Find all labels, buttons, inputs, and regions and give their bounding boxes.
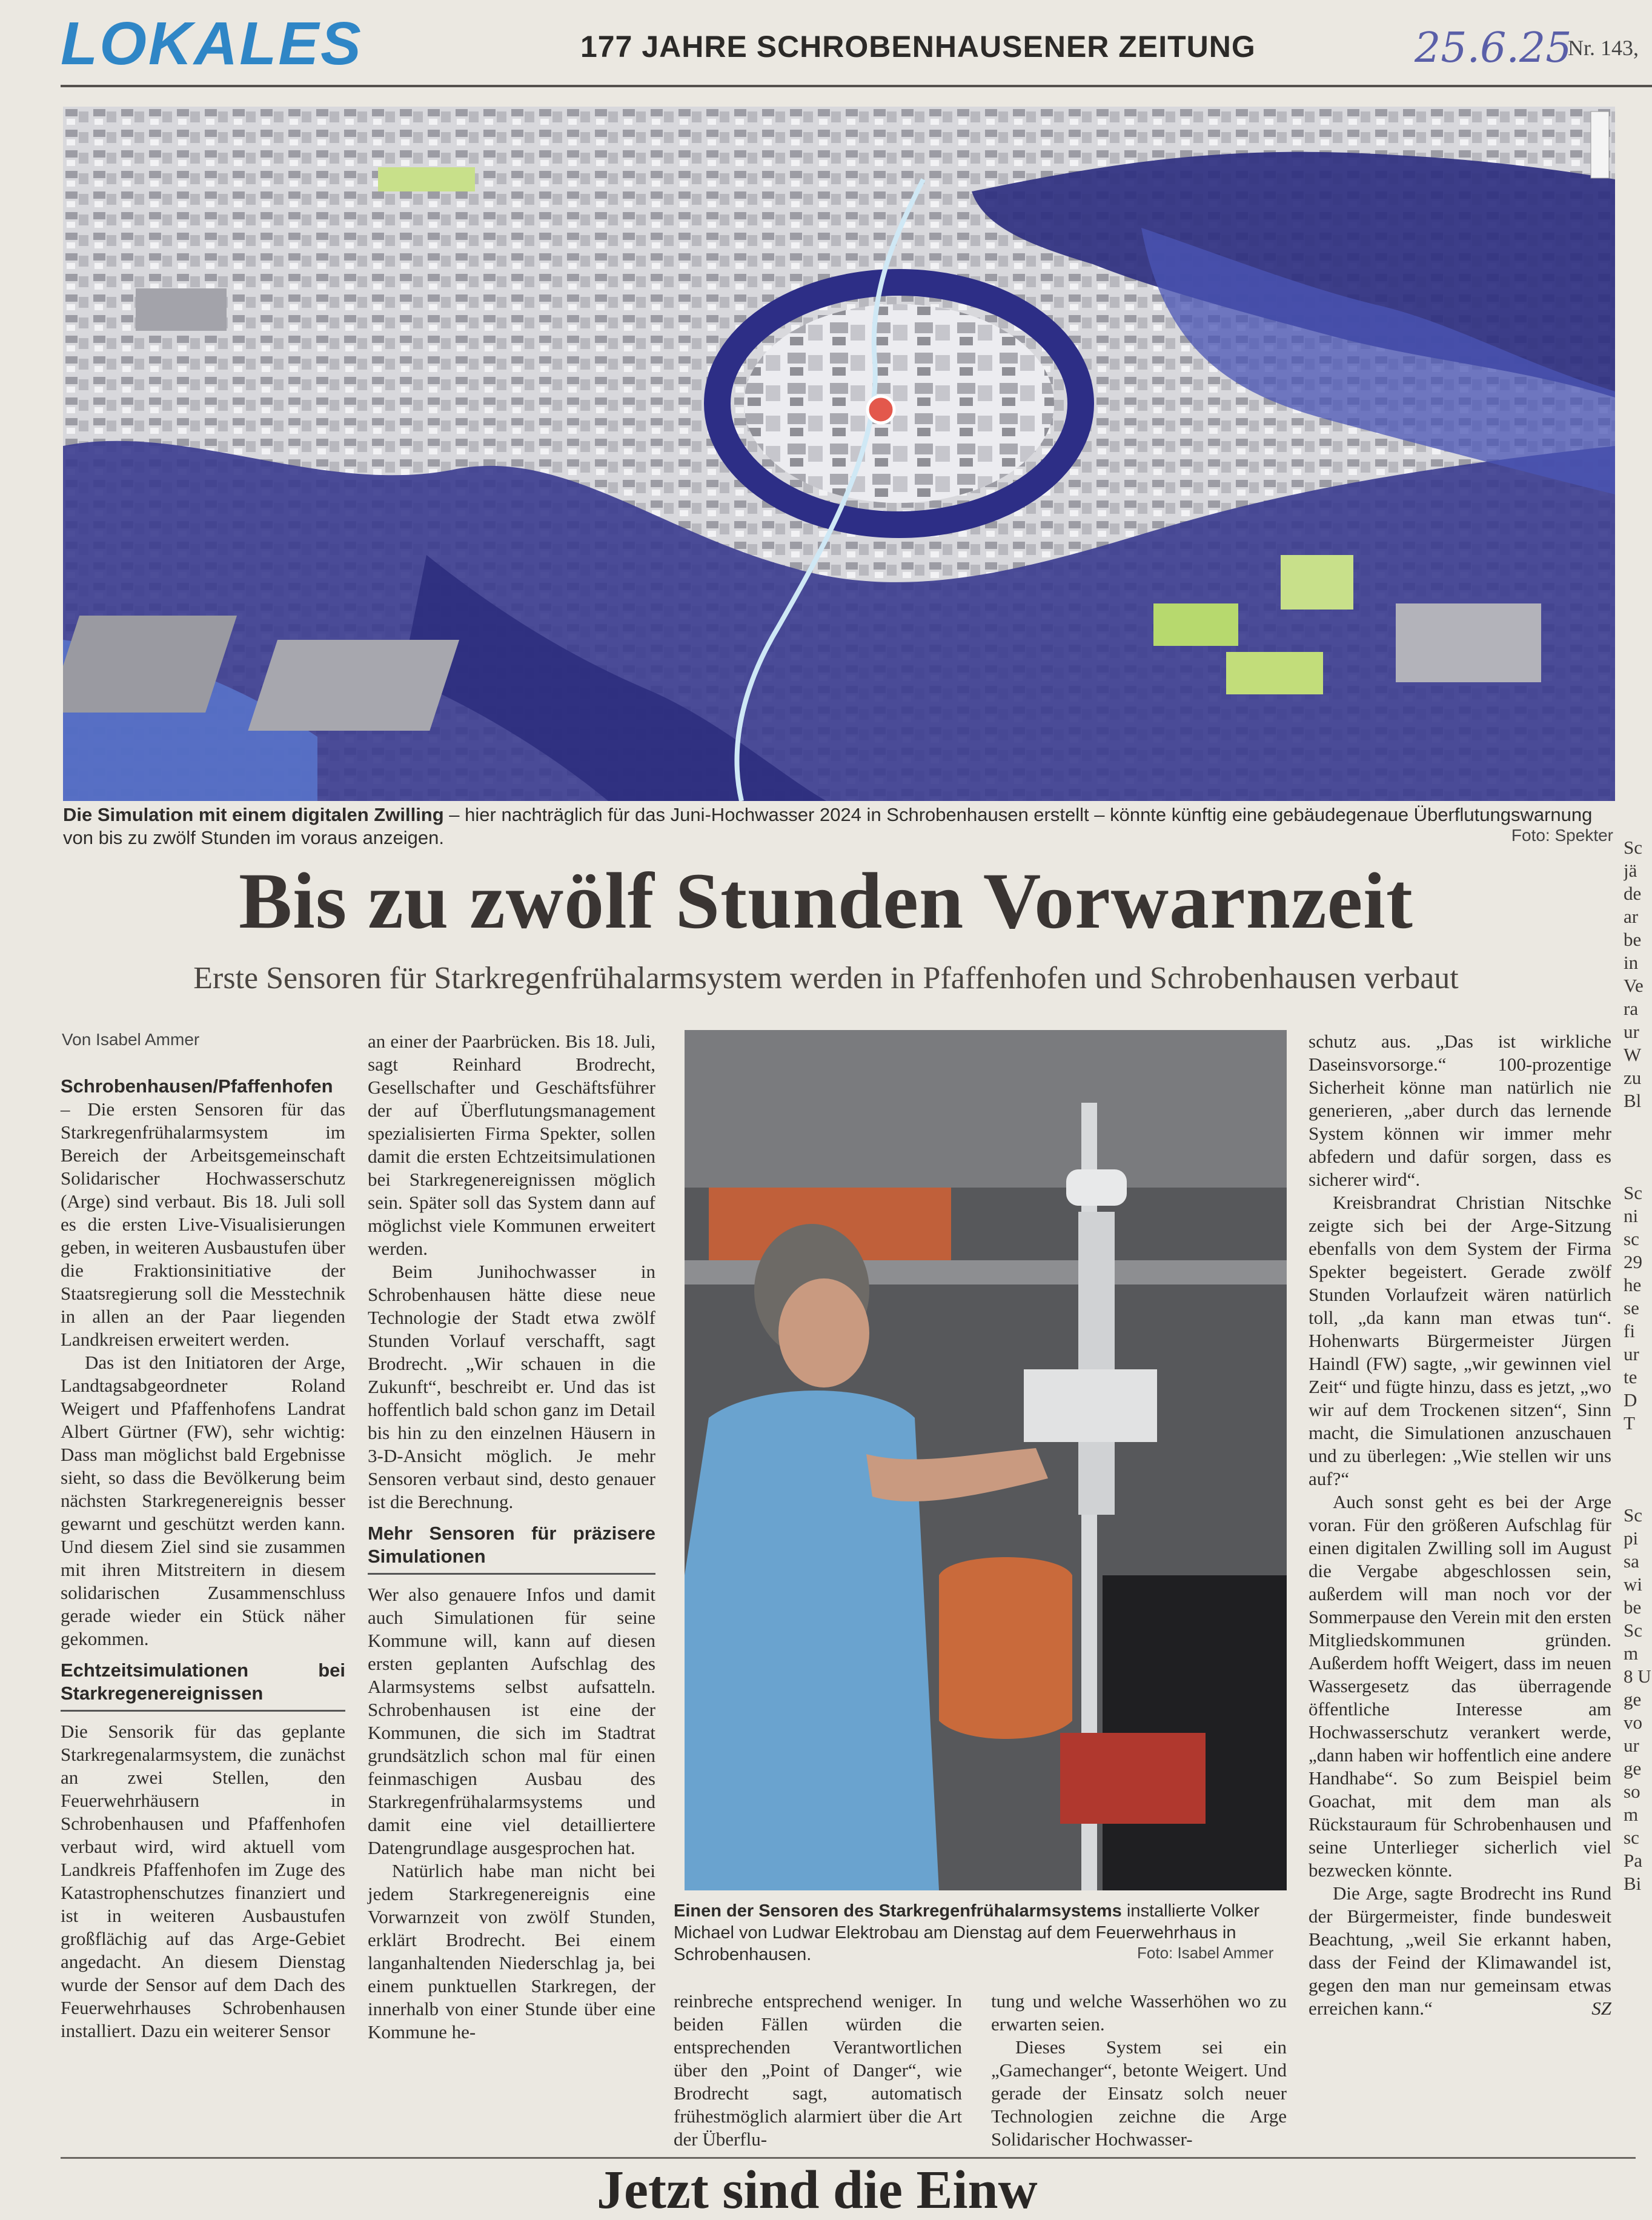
neighbor-fragment: ra [1624, 998, 1639, 1019]
flood-map-illustration [63, 107, 1615, 801]
neighbor-fragment: wi [1624, 1574, 1642, 1595]
neighbor-fragment: so [1624, 1781, 1640, 1802]
neighbor-fragment: Pa [1624, 1850, 1642, 1871]
paragraph: Kreisbrandrat Christian Nitschke zeigte sich bei der Arge-Sitzung ebenfalls von dem System der Firma Spekter begeistert. Gerade zwölf Stunden Vorlaufzeit wären natürlich toll, „da kann man etwas tun“. Hohenwarts Bürgermeister Jürgen Haindl (FW) sagte, „wir gewinnen viel Zeit“ und fügte hinzu, dass es jetzt, „wo wir auf dem Trockenen sitzen“, Sinn macht, die Simulationen anzuschauen und zu überlegen: „Wie stellen wir uns auf?“ [1309, 1192, 1611, 1489]
neighbor-fragment: zu [1624, 1067, 1642, 1088]
neighbor-fragment: 29 [1624, 1251, 1642, 1272]
paragraph: Dieses System sei ein „Gamechanger“, betonte Weigert. Und gerade der Einsatz solch neuer Technologien zeichne die Arge Solidarischer Hochwasser- [991, 2036, 1287, 2150]
neighbor-fragment: sa [1624, 1550, 1639, 1572]
neighbor-fragment: D [1624, 1389, 1637, 1411]
top-photo-caption [63, 803, 1614, 849]
neighbor-fragment: ge [1624, 1758, 1642, 1779]
article-column-3a [674, 1990, 962, 2151]
neighbor-fragment: pi [1624, 1527, 1639, 1549]
article-column-4 [1309, 1030, 1611, 2020]
neighbor-fragment: be [1624, 929, 1642, 950]
paragraph: Das ist den Initiatoren der Arge, Landtagsabgeordneter Roland Weigert und Pfaffenhofens Landrat Albert Gürtner (FW), sehr wichtig: Dass man möglichst bald Ergebnisse sieht, so dass die Bevölkerung beim nächsten Starkregenereignis besser gewarnt und geschützt werden kann. Und diesem Ziel sind sie zusammen mit ihren Mitstreitern in diesem solidarischen Zusammenschluss gerade wieder ein Stück näher gekommen. [61, 1352, 345, 1649]
neighbor-fragment [1624, 1435, 1652, 1458]
article-subheadline: Erste Sensoren für Starkregenfrühalarmsystem werden in Pfaffenhofen und Schrobenhausen verbaut [193, 961, 1459, 995]
next-article-headline: Jetzt sind die Einw [597, 2160, 1038, 2220]
paragraph: an einer der Paarbrücken. Bis 18. Juli, sagt Reinhard Brodrecht, Gesellschafter und Geschäftsführer der auf Überflutungsmanagement spezialisierten Firma Spekter, sollen damit die ersten Echtzeitsimulationen bei Starkregenereignissen möglich sein. Später soll das System dann auf möglichst viele Kommunen erweitert werden. [368, 1031, 655, 1259]
article-headline: Bis zu zwölf Stunden Vorwarnzeit [239, 856, 1413, 945]
paragraph: Beim Junihochwasser in Schrobenhausen hätte diese neue Technologie der Stadt etwa zwölf Stunden Vorlauf verschafft, sagt Brodrecht. „Wir schauen in die Zukunft“, beschreibt er. Und das ist hoffentlich bald schon ganz im Detail bis hin zu den einzelnen Häusern in 3-D-Ansicht möglich. Je mehr Sensoren verbaut sind, desto genauer ist die Berechnung. [368, 1261, 655, 1512]
neighbor-fragment: be [1624, 1597, 1642, 1618]
neighbor-fragment: Ve [1624, 975, 1644, 996]
neighbor-fragment: Sc [1624, 837, 1642, 858]
neighbor-fragment: ur [1624, 1735, 1639, 1756]
sensor-photo-caption-bold: Einen der Sensoren des Starkregenfrühalarmsystems [674, 1901, 1122, 1921]
neighbor-fragment: te [1624, 1366, 1637, 1388]
neighbor-fragment [1624, 1135, 1652, 1158]
neighbor-fragment [1624, 1458, 1652, 1481]
sensor-photo-caption-text: installierte Volker Michael von Ludwar Elektrobau am Dienstag auf dem Feuerwehrhaus in Schrobenhausen. [674, 1901, 1260, 1964]
masthead-rule [61, 85, 1652, 87]
neighbor-fragment: 8 U [1624, 1666, 1651, 1687]
dateline: Schrobenhausen/Pfaffenhofen [61, 1075, 333, 1097]
neighbor-fragment: Sc [1624, 1504, 1642, 1526]
article-column-2 [368, 1030, 655, 2044]
neighbor-fragment: Sc [1624, 1182, 1642, 1203]
newspaper-title: 177 JAHRE SCHROBENHAUSENER ZEITUNG [580, 30, 1256, 64]
neighbor-fragment: W [1624, 1044, 1642, 1065]
bottom-rule [61, 2157, 1636, 2159]
neighbor-fragment: se [1624, 1297, 1639, 1318]
neighbor-fragment: Bl [1624, 1090, 1642, 1111]
neighbor-fragment: vo [1624, 1712, 1642, 1733]
neighbor-fragment [1624, 1112, 1652, 1135]
neighbor-fragment: m [1624, 1643, 1639, 1664]
section-label: LOKALES [61, 10, 363, 78]
paragraph: Wer also genauere Infos und damit auch Simulationen für seine Kommune will, kann auf diesen ersten geplanten Aufschlag des Alarmsystems selbst aufsatteln. Schrobenhausen ist eine der Kommunen, die sich im Stadtrat grundsätzlich schon mal für einen feinmaschigen Ausbau des Starkregenfrühalarmsystems und damit eine viel detailliertere Datengrundlage ausgesprochen hat. [368, 1584, 655, 1858]
neighbor-fragment: fi [1624, 1320, 1635, 1341]
paragraph: tung und welche Wasserhöhen wo zu erwarten seien. [991, 1990, 1287, 2035]
neighbor-fragment [1624, 1481, 1652, 1504]
paragraph: Natürlich habe man nicht bei jedem Starkregenereignis eine Vorwarnzeit von zwölf Stunden, erklärt Brodrecht. Bei einem langanhaltenden Niederschlag ja, bei einem punktuellen Starkregen, der innerhalb von einer Stunde über eine Kommune he- [368, 1860, 655, 2042]
neighbor-fragment: jä [1624, 860, 1637, 881]
neighbor-fragment: de [1624, 883, 1642, 904]
top-photo-credit: Foto: Spekter [1511, 826, 1613, 845]
article-column-1 [61, 1075, 345, 2042]
paragraph: reinbreche entsprechend weniger. In beiden Fällen würden die entsprechenden Verantwortlichen über den „Point of Danger“, wie Brodrecht sagt, automatisch frühestmöglich alarmiert über die Art der Überflu- [674, 1990, 962, 2150]
paragraph-text: Die Arge, sagte Brodrecht ins Rund der Bürgermeister, finde bundesweit Beachtung, „weil Sie erkannt haben, dass der Feind der Klimawandel ist, gegen den man nur gemeinsam etwas erreichen kann.“ [1309, 1883, 1611, 2019]
neighbor-fragment: sc [1624, 1827, 1639, 1848]
flood-simulation-image [63, 107, 1615, 801]
author-signoff: SZ [1591, 1998, 1611, 2019]
neighbor-fragment: ur [1624, 1021, 1639, 1042]
subsection-heading: Echtzeitsimulationen bei Starkregenereignissen [61, 1659, 345, 1712]
sensor-photo-credit: Foto: Isabel Ammer [1137, 1944, 1274, 1962]
issue-number: Nr. 143, [1568, 36, 1639, 60]
neighbor-column-fragments [1624, 836, 1652, 2181]
neighbor-fragment: in [1624, 952, 1639, 973]
neighbor-fragment: ni [1624, 1205, 1639, 1226]
top-photo-caption-text: – hier nachträglich für das Juni-Hochwasser 2024 in Schrobenhausen erstellt – könnte künftig eine gebäudegenaue Überflutungswarnung von bis zu zwölf Stunden im voraus anzeigen. [63, 804, 1593, 848]
paragraph: – Die ersten Sensoren für das Starkregenfrühalarmsystem im Bereich der Arbeitsgemeinschaft Solidarischer Hochwasserschutz (Arge) sind verbaut. Bis 18. Juli soll es die ersten Live-Visualisierungen geben, in weiteren Ausbaustufen über die Fraktionsinitiative der Staatsregierung soll die Messtechnik in allen an der Paar liegenden Landkreisen erweitert werden. [61, 1098, 345, 1350]
neighbor-fragment [1624, 1158, 1652, 1181]
paragraph [1309, 1882, 1611, 2020]
neighbor-fragment: T [1624, 1412, 1635, 1434]
neighbor-fragment: Bi [1624, 1873, 1642, 1894]
paragraph: schutz aus. „Das ist wirkliche Daseinsvorsorge.“ 100-prozentige Sicherheit könne man natürlich nie generieren, „aber durch das lernende System können wir immer mehr abfedern und dafür sorgen, dass es sicherer wird“. [1309, 1031, 1611, 1190]
paragraph: Auch sonst geht es bei der Arge voran. Für den größeren Aufschlag für einen digitalen Zwilling soll im August die Vergabe abgeschlossen sein, außerdem will man noch vor der Sommerpause den Verein mit den ersten Mitgliedskommunen gründen. Außerdem hofft Weigert, dass im neuen Wassergesetz das überragende öffentliche Interesse am Hochwasserschutz verankert werde, „dann haben wir hoffentlich eine andere Handhabe“. So zum Beispiel beim Goachat, mit dem man als Rückstauraum für Schrobenhausen und seine Unterlieger sicherlich viel bezwecken könnte. [1309, 1491, 1611, 1881]
neighbor-fragment: ar [1624, 906, 1639, 927]
neighbor-fragment: ge [1624, 1689, 1642, 1710]
sensor-installation-photo [685, 1030, 1287, 1890]
handwritten-date: 25.6.25 [1415, 24, 1572, 72]
neighbor-fragment: sc [1624, 1228, 1639, 1249]
article-column-3b [991, 1990, 1287, 2151]
neighbor-fragment: m [1624, 1804, 1639, 1825]
neighbor-fragment: he [1624, 1274, 1642, 1295]
top-photo-caption-bold: Die Simulation mit einem digitalen Zwilling [63, 804, 444, 825]
byline: Von Isabel Ammer [62, 1030, 200, 1049]
sensor-installation-illustration [685, 1030, 1287, 1890]
paragraph: Die Sensorik für das geplante Starkregenalarmsystem, die zunächst an zwei Stellen, den Feuerwehrhäusern in Schrobenhausen und Pfaffenhofen verbaut wird, wird aktuell vom Landkreis Pfaffenhofen im Zuge des Katastrophenschutzes finanziert und ist in weiteren Ausbaustufen großflächig auf das Arge-Gebiet angedacht. An diesem Dienstag wurde der Sensor auf dem Dach des Feuerwehrhauses Schrobenhausen installiert. Dazu ein weiterer Sensor [61, 1721, 345, 2041]
neighbor-fragment: Sc [1624, 1620, 1642, 1641]
neighbor-fragment: ur [1624, 1343, 1639, 1364]
subsection-heading: Mehr Sensoren für präzisere Simulationen [368, 1522, 655, 1575]
